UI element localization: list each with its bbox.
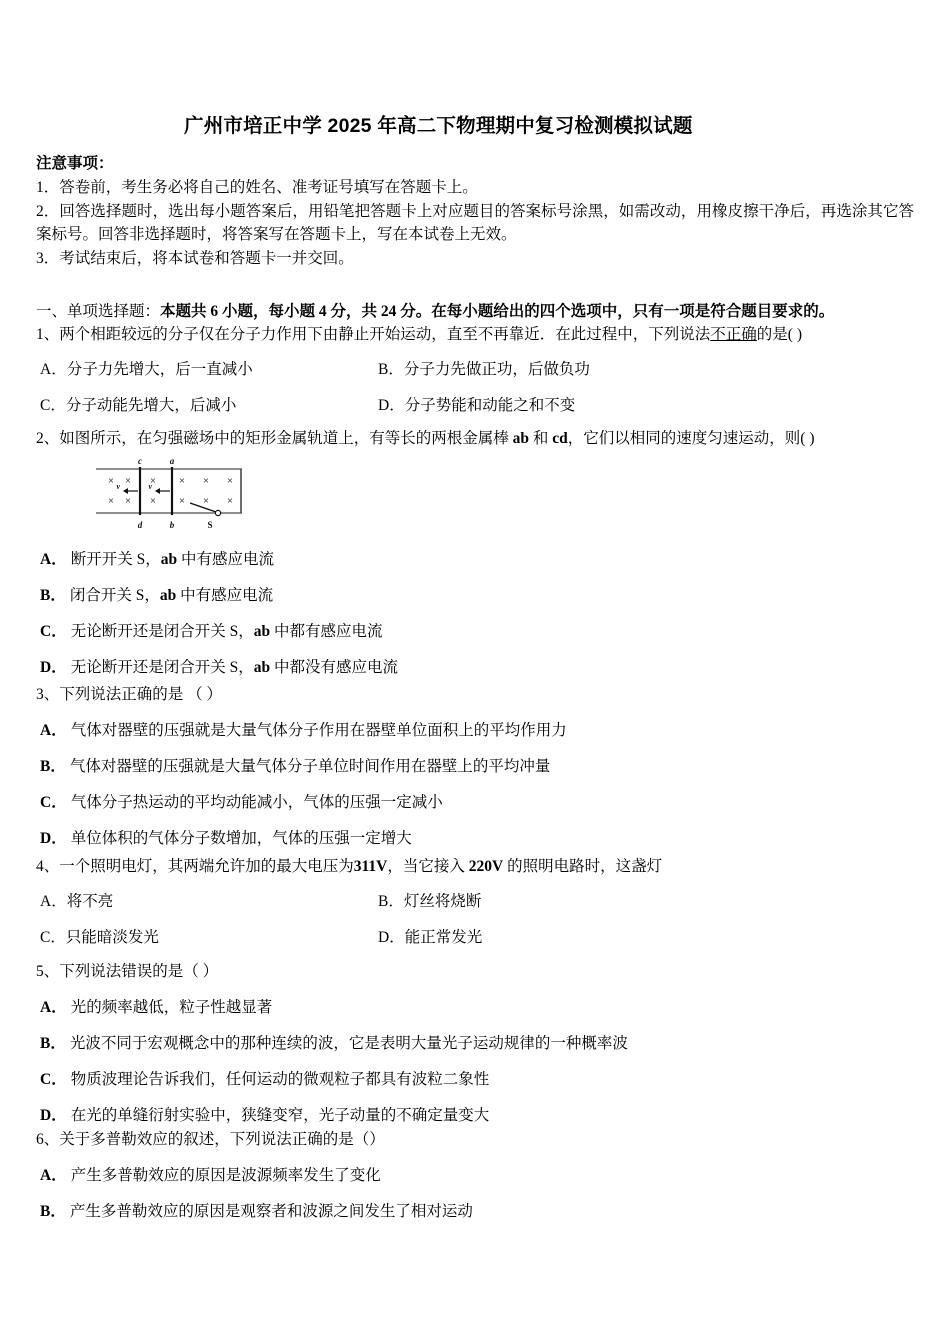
velocity-arrow-left <box>123 488 138 494</box>
question-3-option-c[interactable] <box>36 791 914 814</box>
figure-label-s: S <box>207 520 213 530</box>
question-1-option-d[interactable] <box>378 394 798 417</box>
svg-text:×: × <box>202 496 210 505</box>
question-4-option-b[interactable] <box>378 890 798 913</box>
option-text: 产生多普勒效应的原因是观察者和波源之间发生了相对运动 <box>69 1203 473 1220</box>
option-text: 单位体积的气体分子数增加，气体的压强一定增大 <box>70 830 412 847</box>
question-3-option-a[interactable] <box>36 719 914 742</box>
option-text-pre: 无论断开还是闭合开关 S， <box>70 623 254 640</box>
option-text: 分子动能先增大，后减小 <box>65 397 237 414</box>
option-label: C． <box>40 1071 67 1088</box>
question-2-option-b[interactable] <box>36 584 914 607</box>
question-1-option-row-1 <box>36 358 914 381</box>
svg-text:×: × <box>107 476 115 485</box>
svg-text:×: × <box>226 496 234 505</box>
option-label: B． <box>40 1203 66 1220</box>
option-text: 能正常发光 <box>404 929 483 946</box>
option-text: 气体分子热运动的平均动能减小，气体的压强一定减小 <box>70 794 443 811</box>
field-markers-row-1 <box>108 476 234 485</box>
option-label: C． <box>40 794 67 811</box>
option-text: 光的频率越低，粒子性越显著 <box>70 999 273 1016</box>
svg-text:×: × <box>178 496 186 505</box>
question-4-option-a[interactable] <box>36 890 378 913</box>
question-1 <box>36 323 914 417</box>
notice-line-2: 2．回答选择题时，选出每小题答案后，用铅笔把答题卡上对应题目的答案标号涂黑，如需改动，用橡皮擦干净后，再选涂其它答案标号。回答非选择题时，将答案写在答题卡上，写在本试卷上无效。 <box>36 202 914 243</box>
option-text: 将不亮 <box>66 893 114 910</box>
question-6-option-a[interactable] <box>36 1164 914 1187</box>
question-1-number: 1、 <box>36 326 60 343</box>
notice-line-3: 3．考试结束后，将本试卷和答题卡一并交回。 <box>36 249 354 267</box>
question-2-stem-ab: ab <box>512 430 530 447</box>
question-1-option-b[interactable] <box>378 358 798 381</box>
option-text-bold: ab <box>253 623 271 640</box>
question-3 <box>36 683 914 850</box>
figure-label-c: c <box>138 456 142 466</box>
svg-text:×: × <box>124 476 132 485</box>
question-4-stem-220v: 220V <box>468 858 504 875</box>
question-1-stem-post: 的是( ) <box>756 326 802 343</box>
question-4-option-d[interactable] <box>378 926 798 949</box>
question-3-stem <box>36 683 914 706</box>
svg-text:×: × <box>107 496 115 505</box>
option-text: 产生多普勒效应的原因是波源频率发生了变化 <box>70 1167 381 1184</box>
option-text: 气体对器壁的压强就是大量气体分子作用在器壁单位面积上的平均作用力 <box>70 722 567 739</box>
section-detail: 本题共 6 小题，每小题 4 分，共 24 分。在每小题给出的四个选项中，只有一项是符合题目要求的。 <box>160 303 835 320</box>
question-5-option-b[interactable] <box>36 1032 914 1055</box>
question-1-stem <box>36 323 914 346</box>
field-markers-row-2 <box>108 496 234 505</box>
question-5-option-c[interactable] <box>36 1068 914 1091</box>
option-label: A． <box>40 551 67 568</box>
option-label: B． <box>40 1035 66 1052</box>
question-6-stem-text: 关于多普勒效应的叙述，下列说法正确的是（） <box>59 1131 385 1148</box>
question-6-number: 6、 <box>36 1131 60 1148</box>
velocity-arrow-right <box>155 488 170 494</box>
question-4 <box>36 855 914 949</box>
question-2-option-a[interactable] <box>36 548 914 571</box>
option-label: B． <box>378 361 404 378</box>
velocity-label-right: v <box>148 482 152 491</box>
option-text-post: 中有感应电流 <box>177 551 274 568</box>
question-1-stem-pre: 两个相距较远的分子仅在分子力作用下由静止开始运动，直至不再靠近．在此过程中，下列说法 <box>59 326 711 343</box>
section-label: 一、单项选择题： <box>36 303 161 320</box>
question-2-stem-cd: cd <box>552 430 568 447</box>
option-label: A． <box>40 1167 67 1184</box>
question-4-option-c[interactable] <box>36 926 378 949</box>
question-2-stem-p0: 如图所示，在匀强磁场中的矩形金属轨道上，有等长的两根金属棒 <box>59 430 513 447</box>
question-1-stem-underline: 不正确 <box>710 326 757 343</box>
option-label: A． <box>40 361 67 378</box>
page-title: 广州市培正中学 2025 年高二下物理期中复习检测模拟试题 <box>184 115 693 137</box>
option-label: A． <box>40 893 67 910</box>
question-3-number: 3、 <box>36 686 60 703</box>
option-label: D． <box>40 830 67 847</box>
question-5-option-d[interactable] <box>36 1104 914 1127</box>
question-5-stem <box>36 960 914 983</box>
option-text: 在光的单缝衍射实验中，狭缝变窄，光子动量的不确定量变大 <box>70 1107 490 1124</box>
option-text-post: 中有感应电流 <box>176 587 274 604</box>
section-heading <box>36 300 914 323</box>
svg-text:×: × <box>178 476 186 485</box>
option-text-post: 中都有感应电流 <box>270 623 383 640</box>
svg-text:×: × <box>124 496 132 505</box>
option-text: 分子势能和动能之和不变 <box>404 397 576 414</box>
question-4-stem <box>36 855 914 878</box>
question-4-stem-p4: 的照明电路时，这盏灯 <box>503 858 663 875</box>
question-6-option-b[interactable] <box>36 1200 914 1223</box>
question-4-stem-p0: 一个照明电灯，其两端允许加的最大电压为 <box>59 858 354 875</box>
question-1-option-a[interactable] <box>36 358 378 381</box>
question-3-option-b[interactable] <box>36 755 914 778</box>
question-4-option-row-1 <box>36 890 914 913</box>
option-text-pre: 无论断开还是闭合开关 S， <box>70 659 254 676</box>
option-text: 物质波理论告诉我们，任何运动的微观粒子都具有波粒二象性 <box>70 1071 490 1088</box>
question-2-number: 2、 <box>36 430 60 447</box>
option-label: B． <box>40 758 66 775</box>
question-4-stem-p2: ，当它接入 <box>387 858 469 875</box>
option-text: 气体对器壁的压强就是大量气体分子单位时间作用在器壁上的平均冲量 <box>69 758 551 775</box>
question-5-stem-text: 下列说法错误的是（ ） <box>59 963 219 980</box>
velocity-label-left: v <box>116 482 120 491</box>
option-label: D． <box>378 397 405 414</box>
option-label: C． <box>40 623 67 640</box>
figure-label-d: d <box>137 520 143 530</box>
option-text-post: 中都没有感应电流 <box>270 659 398 676</box>
question-5-number: 5、 <box>36 963 60 980</box>
question-2-option-c[interactable] <box>36 620 914 643</box>
notice-section <box>36 152 914 270</box>
option-label: A． <box>40 722 67 739</box>
question-2-figure <box>94 455 244 535</box>
rails-magnetic-field-diagram <box>94 455 244 535</box>
question-2-options <box>36 548 914 679</box>
option-label: B． <box>378 893 404 910</box>
question-5-option-a[interactable] <box>36 996 914 1019</box>
svg-text:×: × <box>226 476 234 485</box>
option-label: B． <box>40 587 66 604</box>
option-label: C． <box>40 929 66 946</box>
option-label: D． <box>40 1107 67 1124</box>
option-label: C． <box>40 397 66 414</box>
option-text-bold: ab <box>159 587 177 604</box>
svg-text:×: × <box>149 476 157 485</box>
question-4-stem-311v: 311V <box>353 858 388 875</box>
question-6-stem <box>36 1128 914 1151</box>
option-text-bold: ab <box>253 659 271 676</box>
question-1-option-c[interactable] <box>36 394 378 417</box>
option-text-bold: ab <box>160 551 178 568</box>
option-label: D． <box>378 929 405 946</box>
option-text: 灯丝将烧断 <box>403 893 482 910</box>
option-text: 光波不同于宏观概念中的那种连续的波，它是表明大量光子运动规律的一种概率波 <box>69 1035 628 1052</box>
option-text-pre: 闭合开关 S， <box>69 587 160 604</box>
question-2-stem <box>36 427 914 450</box>
question-1-option-row-2 <box>36 394 914 417</box>
svg-text:×: × <box>149 496 157 505</box>
question-3-option-d[interactable] <box>36 827 914 850</box>
question-2-option-d[interactable] <box>36 656 914 679</box>
notice-heading: 注意事项： <box>36 155 114 172</box>
option-text: 分子力先增大，后一直减小 <box>66 361 253 378</box>
question-2 <box>36 427 914 450</box>
question-4-number: 4、 <box>36 858 60 875</box>
question-6 <box>36 1128 914 1223</box>
question-5 <box>36 960 914 1127</box>
figure-label-b: b <box>169 520 175 530</box>
question-2-stem-p2: 和 <box>529 430 553 447</box>
figure-label-a: a <box>169 456 175 466</box>
option-label: D． <box>40 659 67 676</box>
option-text-pre: 断开开关 S， <box>70 551 161 568</box>
question-2-stem-p4: ，它们以相同的速度匀速运动，则( ) <box>567 430 815 447</box>
notice-line-1: 1．答卷前，考生务必将自己的姓名、准考证号填写在答题卡上。 <box>36 179 478 196</box>
option-text: 只能暗淡发光 <box>65 929 159 946</box>
option-label: A． <box>40 999 67 1016</box>
option-text: 分子力先做正功，后做负功 <box>403 361 590 378</box>
question-4-option-row-2 <box>36 926 914 949</box>
question-3-stem-text: 下列说法正确的是 （ ） <box>59 686 223 703</box>
svg-text:×: × <box>202 476 210 485</box>
